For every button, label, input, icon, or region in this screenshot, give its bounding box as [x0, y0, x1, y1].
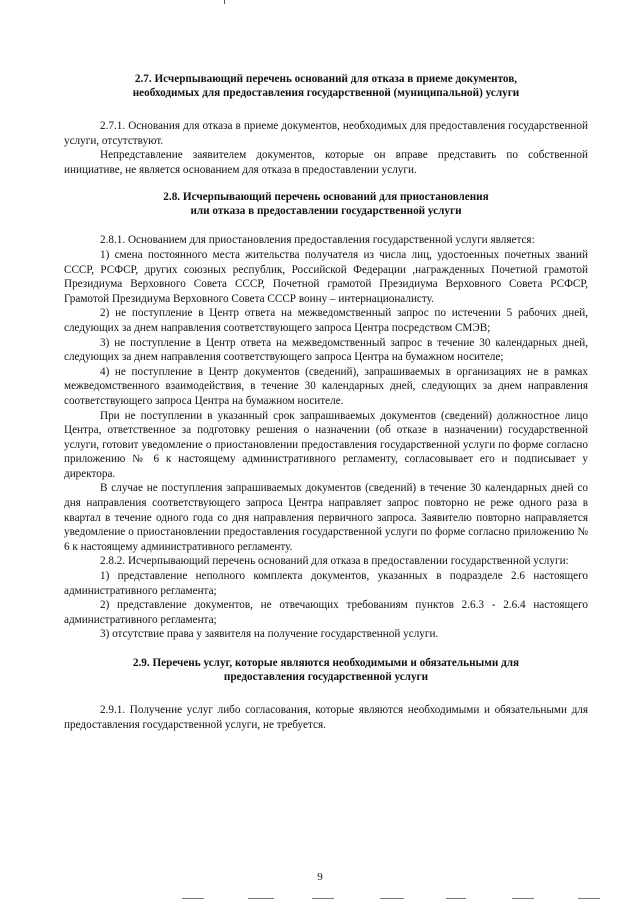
paragraph: 2) представление документов, не отвечающих требованиям пунктов 2.6.3 - 2.6.4 настоящего административного регламента;	[64, 599, 588, 626]
paragraph: 2) не поступление в Центр ответа на межведомственный запрос по истечении 5 рабочих дней, следующих за днем направления соответствующего запроса Центра посредством СМЭВ;	[64, 307, 588, 334]
paragraph: При не поступлении в указанный срок запрашиваемых документов (сведений) должностное лицо Центра, ответственное за подготовку решения о назначении (об отказе в назначении) государственной услуги, готовит уведомление о приостановлении предоставления государственной услуги по форме согласно приложению № 6 к настоящему административного регламенту, согласовывает его и подписывает у директора.	[64, 409, 588, 480]
document-body	[64, 60, 588, 732]
section-heading	[64, 190, 588, 218]
paragraph: 3) отсутствие права у заявителя на получение государственной услуги.	[100, 628, 439, 641]
paragraph: В случае не поступления запрашиваемых документов (сведений) в течение 30 календарных дней со дня направления соответствующего запроса Центра направляет запрос повторно не реже одного раза в квартал в течение одного года со дня направления первичного запроса. Заявителю повторно направляется уведомление о приостановлении предоставления государственной услуги по форме согласно приложению № 6 к настоящему административного регламенту.	[64, 482, 588, 553]
section-2-9	[64, 642, 588, 732]
page-number: 9	[317, 871, 323, 883]
paragraph: 4) не поступление в Центр документов (сведений), запрашиваемых в организациях не в рамках межведомственного взаимодействия, в течение 30 календарных дней, следующих за днем направления соответствующего запроса Центра на бумажном носителе.	[64, 365, 588, 407]
paragraph: 2.8.2. Исчерпывающий перечень оснований для отказа в предоставлении государственной услуги:	[100, 555, 569, 568]
paragraph: 2.7.1. Основания для отказа в приеме документов, необходимых для предоставления государственной услуги, отсутствуют.	[64, 120, 588, 147]
paragraph: 2.8.1. Основанием для приостановления предоставления государственной услуги является:	[100, 234, 535, 247]
scan-mark	[446, 898, 466, 899]
heading-line: 2.9. Перечень услуг, которые являются необходимыми и обязательными для	[132, 657, 520, 669]
heading-line: 2.7. Исчерпывающий перечень оснований для отказа в приеме документов,	[134, 73, 518, 85]
paragraph: 1) представление неполного комплекта документов, указанных в подразделе 2.6 настоящего административного регламента;	[64, 570, 588, 597]
section-heading	[64, 72, 588, 100]
section-2-7	[64, 72, 588, 177]
heading-line: 2.8. Исчерпывающий перечень оснований для приостановления	[163, 191, 489, 204]
paragraph: Непредставление заявителем документов, которые он вправе представить по собственной инициативе, не является основанием для отказа в предоставлении услуги.	[64, 149, 588, 176]
section-heading	[64, 656, 588, 684]
scan-mark	[380, 898, 404, 899]
section-2-8	[64, 177, 588, 642]
scan-mark	[512, 898, 534, 899]
heading-line: необходимых для предоставления государственной (муниципальной) услуги	[132, 87, 520, 99]
paragraph: 3) не поступление в Центр ответа на межведомственный запрос в течение 30 календарных дней, следующих за днем направления соответствующего запроса Центра на бумажном носителе;	[64, 336, 588, 364]
scan-mark	[248, 898, 274, 899]
scan-marks-bottom	[0, 898, 640, 900]
paragraph: 2.9.1. Получение услуг либо согласования, которые являются необходимыми и обязательными для предоставления государственной услуги, не требуется.	[64, 704, 588, 731]
heading-line: или отказа в предоставлении государственной услуги	[190, 205, 462, 218]
scan-mark	[578, 898, 600, 899]
heading-line: предоставления государственной услуги	[223, 671, 429, 683]
scan-mark-top	[224, 0, 225, 4]
paragraph: 1) смена постоянного места жительства получателя из числа лиц, удостоенных почетных званий СССР, РСФСР, других союзных республик, Российской Федерации ,награжденных Почетной грамотой Президиума Верховного Совета СССР, Почетной грамотой Президиума Верховного Совета РСФСР, Грамотой Президиума Верховного Совета СССР воину – интернационалисту.	[64, 248, 588, 305]
scan-mark	[312, 898, 334, 899]
scan-mark	[182, 898, 204, 899]
